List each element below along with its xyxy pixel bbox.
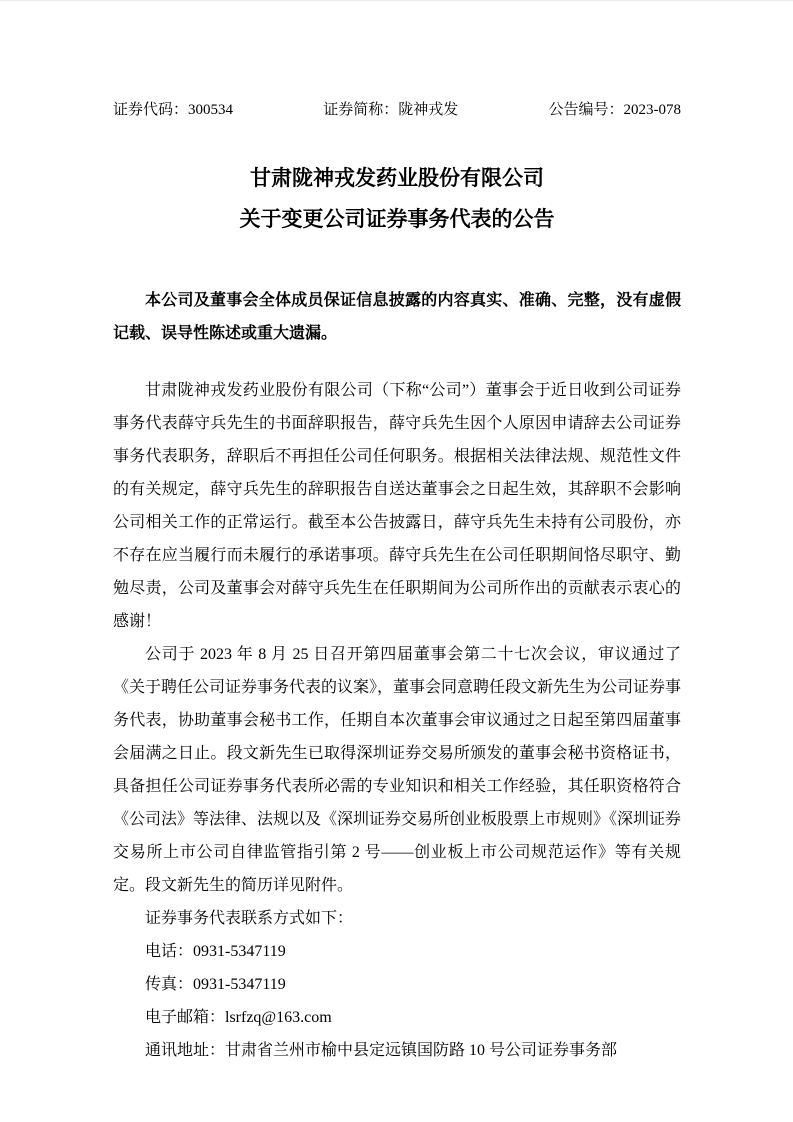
company-name-title: 甘肃陇神戎发药业股份有限公司 <box>250 166 544 190</box>
contact-intro: 证券事务代表联系方式如下： <box>145 910 354 927</box>
truthfulness-declaration: 本公司及董事会全体成员保证信息披露的内容真实、准确、完整，没有虚假记载、误导性陈述或重大遗漏。 <box>113 292 681 342</box>
stock-code: 证券代码：300534 <box>113 102 234 118</box>
contact-email: 电子邮箱：lsrfzq@163.com <box>145 1009 332 1026</box>
contact-phone: 电话：0931-5347119 <box>145 943 286 960</box>
announcement-title: 关于变更公司证券事务代表的公告 <box>239 207 555 231</box>
stock-short-name: 证券简称：陇神戎发 <box>323 102 459 118</box>
paragraph-resignation: 甘肃陇神戎发药业股份有限公司（下称“公司”）董事会于近日收到公司证券事务代表薛守兵先生的书面辞职报告，薛守兵先生因个人原因申请辞去公司证券事务代表职务，辞职后不再担任公司任何职务。根据相关法律法规、规范性文件的有关规定，薛守兵先生的辞职报告自送达董事会之日起生效，其辞职不会影响公司相关工作的正常运行。截至本公告披露日，薛守兵先生未持有公司股份，亦不存在应当履行而未履行的承诺事项。薛守兵先生在公司任职期间恪尽职守、勤勉尽责，公司及董事会对薛守兵先生在任职期间为公司所作出的贡献表示衷心的感谢！ <box>113 382 681 630</box>
document-content <box>113 1 681 1067</box>
paragraph-appointment: 公司于 2023 年 8 月 25 日召开第四届董事会第二十七次会议，审议通过了《关于聘任公司证券事务代表的议案》，董事会同意聘任段文新先生为公司证券事务代表，协助董事会秘书工作，任期自本次董事会审议通过之日起至第四届董事会届满之日止。段文新先生已取得深圳证券交易所颁发的董事会秘书资格证书，具备担任公司证券事务代表所必需的专业知识和相关工作经验，其任职资格符合《公司法》等法律、法规以及《深圳证券交易所创业板股票上市规则》《深圳证券交易所上市公司自律监管指引第 2 号——创业板上市公司规范运作》等有关规定。段文新先生的简历详见附件。 <box>113 646 682 894</box>
contact-fax: 传真：0931-5347119 <box>145 976 286 993</box>
document-header <box>113 100 681 121</box>
contact-address: 通讯地址：甘肃省兰州市榆中县定远镇国防路 10 号公司证券事务部 <box>145 1042 618 1059</box>
announcement-number: 公告编号：2023-078 <box>548 102 681 118</box>
